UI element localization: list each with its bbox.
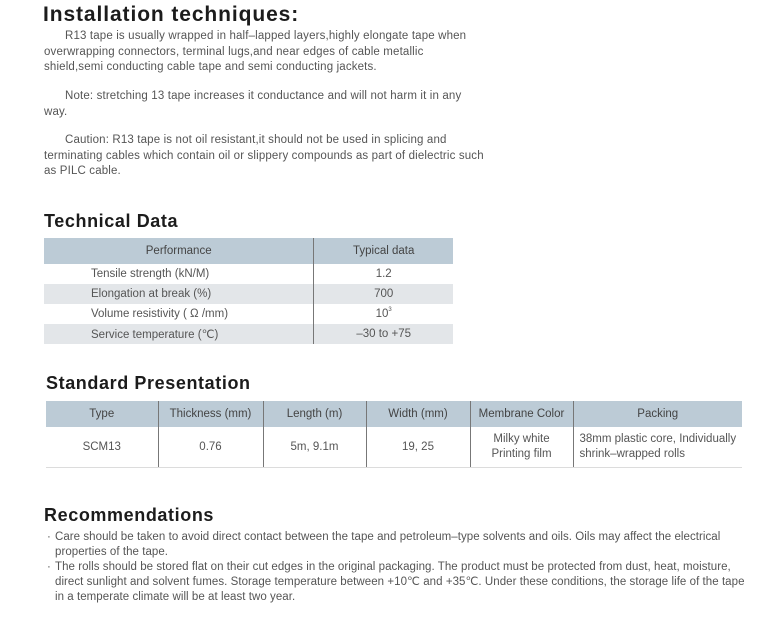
value-text: 700 xyxy=(374,288,394,300)
installation-note xyxy=(44,89,484,120)
exponent: 3 xyxy=(388,307,392,313)
standard-presentation-table xyxy=(46,401,742,468)
value-cell xyxy=(314,284,453,304)
recommendation-text: Care should be taken to avoid direct contact between the tape and petroleum–type solvents and oils. Oils may affect the electrical properties of the tape. xyxy=(55,531,721,558)
performance-cell: Tensile strength (kN/M) xyxy=(91,268,210,280)
installation-paragraph-1 xyxy=(44,29,484,76)
table-row xyxy=(44,264,453,284)
technical-data-title: Technical Data xyxy=(44,211,179,231)
list-item xyxy=(44,560,756,605)
table-row xyxy=(46,427,742,468)
packing-line-2: shrink–wrapped rolls xyxy=(579,448,685,460)
standard-presentation-title: Standard Presentation xyxy=(46,373,251,393)
header-length: Length (m) xyxy=(263,401,366,427)
type-cell: SCM13 xyxy=(46,427,158,468)
installation-title: Installation techniques: xyxy=(43,3,300,26)
value-text: 10 xyxy=(375,308,389,320)
recommendations-list xyxy=(44,530,756,605)
paragraph-text: Caution: R13 tape is not oil resistant,it should not be used in splicing and terminating cables which contain oil or slippery compounds as part of dielectric such as PILC cable. xyxy=(44,134,484,177)
table-row xyxy=(44,304,453,324)
membrane-color-line-1: Milky white xyxy=(493,433,550,445)
value-text: 1.2 xyxy=(375,268,392,280)
table-row xyxy=(44,324,453,344)
header-thickness: Thickness (mm) xyxy=(158,401,263,427)
performance-cell: Elongation at break (%) xyxy=(44,284,314,304)
paragraph-text: Note: stretching 13 tape increases it conductance and will not harm it in any way. xyxy=(44,90,462,118)
header-membrane-color: Membrane Color xyxy=(470,401,573,427)
packing-line-1: 38mm plastic core, Individually xyxy=(579,433,737,445)
header-type: Type xyxy=(46,401,158,427)
table-header-row xyxy=(44,238,453,264)
membrane-color-cell xyxy=(470,427,573,468)
thickness-cell: 0.76 xyxy=(158,427,263,468)
table-row xyxy=(44,284,453,304)
performance-cell: Service temperature (℃) xyxy=(44,324,314,344)
paragraph-text: R13 tape is usually wrapped in half–lapped layers,highly elongate tape when overwrapping connectors, terminal lugs,and near edges of cable metallic shield,semi conducting cable tape and semi conducting jackets. xyxy=(44,30,467,73)
list-item xyxy=(44,530,756,560)
bullet-icon: · xyxy=(47,561,51,573)
value-cell xyxy=(314,304,453,324)
header-packing: Packing xyxy=(573,401,742,427)
bullet-icon: · xyxy=(47,531,51,543)
table-header-row xyxy=(46,401,742,427)
packing-cell xyxy=(573,427,742,468)
header-width: Width (mm) xyxy=(366,401,470,427)
membrane-color-line-2: Printing film xyxy=(491,448,552,460)
recommendation-text: The rolls should be stored flat on their cut edges in the original packaging. The product must be protected from dust, heat, moisture, direct sunlight and solvent fumes. Storage temperature between +10℃ and +35℃. Under these conditions, the storage life of the tape in a temperate climate will be at least two year. xyxy=(55,561,745,603)
performance-cell: Volume resistivity ( Ω /mm) xyxy=(91,308,229,320)
value-text: –30 to +75 xyxy=(356,328,412,340)
value-cell xyxy=(314,264,453,284)
width-cell: 19, 25 xyxy=(366,427,470,468)
length-cell: 5m, 9.1m xyxy=(263,427,366,468)
header-performance: Performance xyxy=(44,238,314,264)
technical-data-table xyxy=(44,238,453,344)
header-typical-data: Typical data xyxy=(314,238,453,264)
value-cell xyxy=(314,324,453,344)
recommendations-title: Recommendations xyxy=(44,505,215,525)
installation-caution xyxy=(44,133,484,180)
